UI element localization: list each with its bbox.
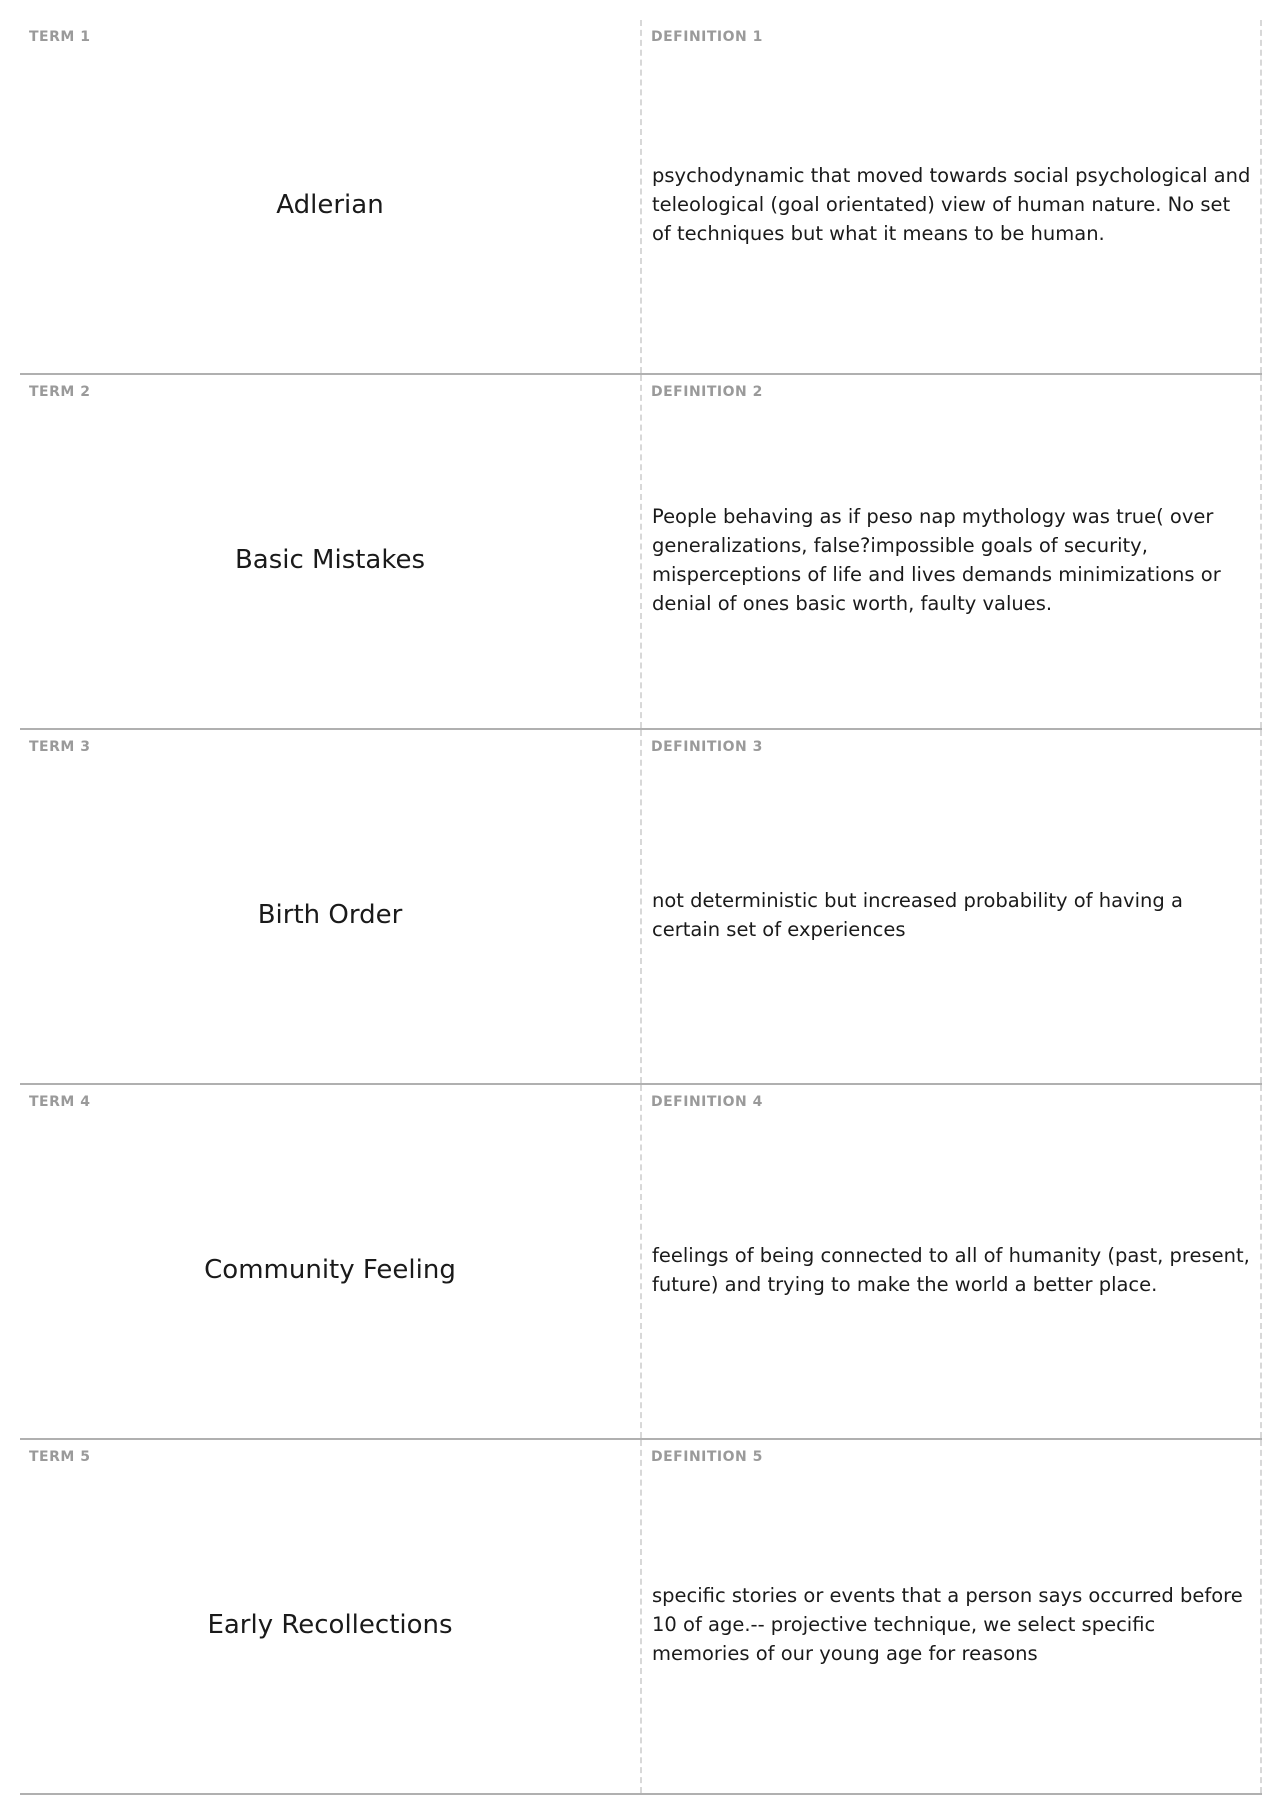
definition-cell: [642, 730, 1262, 1083]
term-label: TERM 4: [29, 1094, 91, 1110]
definition-text: feelings of being connected to all of humanity (past, present, future) and trying to make the world a better place.: [652, 1243, 1250, 1296]
term-label: TERM 1: [29, 29, 91, 45]
flashcard-row-4: [20, 1085, 1262, 1440]
definition-body: [652, 56, 1254, 353]
definition-label: DEFINITION 1: [651, 29, 763, 45]
definition-cell: [642, 20, 1262, 373]
term-cell: [20, 1085, 642, 1438]
definition-body: [652, 411, 1254, 708]
definition-body: [652, 1476, 1254, 1773]
flashcard-row-1: [20, 20, 1262, 375]
term-cell: [20, 730, 642, 1083]
term-cell: [20, 1440, 642, 1793]
term-text: Birth Order: [257, 899, 403, 930]
term-cell: [20, 375, 642, 728]
term-label: TERM 3: [29, 739, 91, 755]
term-text: Early Recollections: [207, 1609, 453, 1640]
term-label: TERM 5: [29, 1449, 91, 1465]
flashcard-sheet: [20, 20, 1262, 1795]
definition-body: [652, 766, 1254, 1063]
definition-label: DEFINITION 5: [651, 1449, 763, 1465]
definition-text: People behaving as if peso nap mythology was true( over generalizations, false?impossible goals of security, misperceptions of life and lives demands minimizations or denial of ones basic worth, faulty values.: [652, 504, 1221, 615]
definition-cell: [642, 1440, 1262, 1793]
flashcard-row-3: [20, 730, 1262, 1085]
definition-text: not deterministic but increased probability of having a certain set of experiences: [652, 888, 1183, 941]
definition-label: DEFINITION 2: [651, 384, 763, 400]
term-label: TERM 2: [29, 384, 91, 400]
term-cell: [20, 20, 642, 373]
definition-body: [652, 1121, 1254, 1418]
term-text: Adlerian: [276, 189, 384, 220]
term-text: Basic Mistakes: [234, 544, 426, 575]
flashcard-row-2: [20, 375, 1262, 730]
definition-cell: [642, 1085, 1262, 1438]
definition-text: psychodynamic that moved towards social psychological and teleological (goal orientated) view of human nature. No set of techniques but what it means to be human.: [652, 164, 1251, 245]
flashcard-row-5: [20, 1440, 1262, 1795]
definition-cell: [642, 375, 1262, 728]
term-text: Community Feeling: [204, 1254, 456, 1285]
definition-label: DEFINITION 3: [651, 739, 763, 755]
definition-text: specific stories or events that a person says occurred before 10 of age.-- projective technique, we select specific memories of our young age for reasons: [652, 1584, 1243, 1665]
definition-label: DEFINITION 4: [651, 1094, 763, 1110]
